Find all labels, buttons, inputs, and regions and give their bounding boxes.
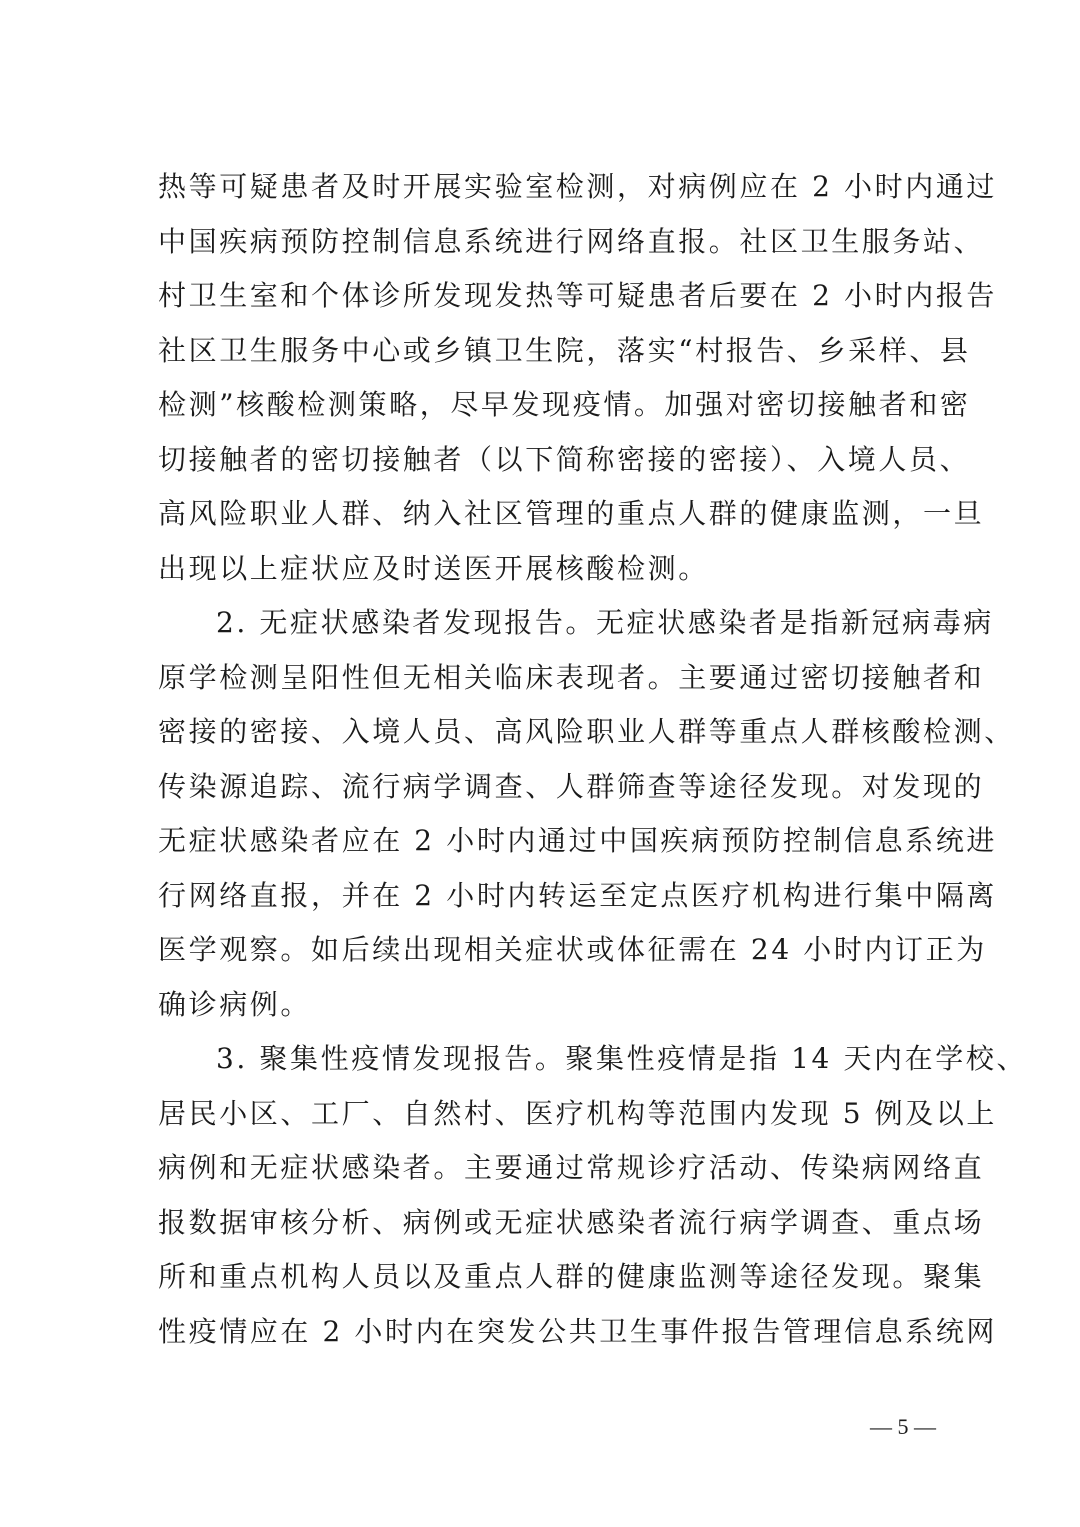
text-line: 居民小区、工厂、自然村、医疗机构等范围内发现 5 例及以上	[158, 1096, 998, 1130]
text-line: 传染源追踪、流行病学调查、人群筛查等途径发现。对发现的	[158, 769, 985, 803]
text-line: 中国疾病预防控制信息系统进行网络直报。社区卫生服务站、	[158, 224, 985, 258]
text-line: 2. 无症状感染者发现报告。无症状感染者是指新冠病毒病	[216, 606, 994, 639]
text-line: 行网络直报，并在 2 小时内转运至定点医疗机构进行集中隔离	[158, 878, 998, 912]
text-line: 报数据审核分析、病例或无症状感染者流行病学调查、重点场	[158, 1205, 985, 1239]
text-line: 原学检测呈阳性但无相关临床表现者。主要通过密切接触者和	[158, 660, 985, 694]
text-line: 所和重点机构人员以及重点人群的健康监测等途径发现。聚集	[158, 1260, 985, 1293]
text-line: 性疫情应在 2 小时内在突发公共卫生事件报告管理信息系统网	[158, 1314, 998, 1348]
text-line: 3. 聚集性疫情发现报告。聚集性疫情是指 14 天内在学校、	[216, 1042, 1028, 1075]
text-line: 高风险职业人群、纳入社区管理的重点人群的健康监测，一旦	[158, 497, 985, 530]
text-line: 病例和无症状感染者。主要通过常规诊疗活动、传染病网络直	[158, 1151, 985, 1184]
page-number: — 5 —	[870, 1414, 936, 1439]
text-line: 出现以上症状应及时送医开展核酸检测。	[158, 551, 709, 585]
text-line: 检测”核酸检测策略，尽早发现疫情。加强对密切接触者和密	[158, 388, 971, 421]
text-line: 村卫生室和个体诊所发现发热等可疑患者后要在 2 小时内报告	[158, 279, 998, 312]
document-body	[158, 160, 1028, 1359]
text-line: 切接触者的密切接触者（以下简称密接的密接）、入境人员、	[158, 442, 971, 476]
text-line: 社区卫生服务中心或乡镇卫生院，落实“村报告、乡采样、县	[158, 333, 971, 367]
text-line: 医学观察。如后续出现相关症状或体征需在 24 小时内订正为	[158, 933, 987, 966]
text-line: 密接的密接、入境人员、高风险职业人群等重点人群核酸检测、	[158, 715, 1015, 748]
text-line: 确诊病例。	[158, 987, 312, 1021]
text-line: 无症状感染者应在 2 小时内通过中国疾病预防控制信息系统进	[158, 824, 998, 857]
text-line: 热等可疑患者及时开展实验室检测，对病例应在 2 小时内通过	[158, 170, 998, 203]
